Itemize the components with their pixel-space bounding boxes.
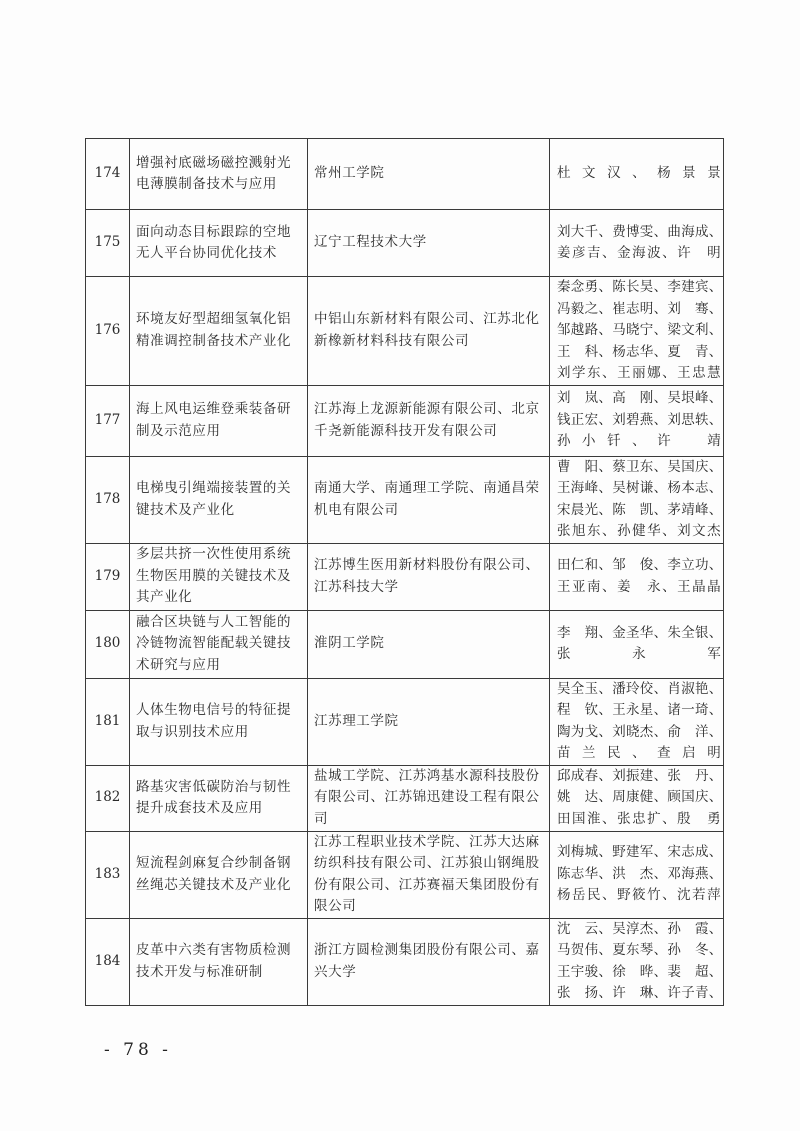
contributors-line: 王亚南、姜 永、王晶晶 bbox=[557, 578, 721, 595]
project-title-cell: 融合区块链与人工智能的冷链物流智能配载关键技术研究与应用 bbox=[130, 610, 308, 678]
contributors-line: 田国淮、张忠扩、殷 勇 bbox=[557, 810, 721, 827]
contributors-cell bbox=[550, 210, 724, 277]
contributors-line: 王宇骏、徐 晔、裴 超、 bbox=[557, 963, 723, 980]
contributors-cell bbox=[550, 678, 724, 765]
contributors-cell bbox=[550, 765, 724, 831]
organization-cell: 辽宁工程技术大学 bbox=[308, 210, 550, 277]
contributors-line: 孙小钎、许 靖 bbox=[557, 433, 721, 450]
awards-table-body bbox=[86, 139, 724, 1006]
project-title-cell: 多层共挤一次性使用系统生物医用膜的关键技术及其产业化 bbox=[130, 543, 308, 610]
contributors-line: 宋晨光、陈 凯、茅靖峰、 bbox=[557, 501, 723, 518]
table-row bbox=[86, 918, 724, 1005]
contributors-line: 钱正宏、刘碧燕、刘思轶、 bbox=[557, 411, 723, 428]
row-number-cell: 177 bbox=[86, 385, 130, 456]
project-title-cell: 海上风电运维登乘装备研制及示范应用 bbox=[130, 385, 308, 456]
page-number: - 78 - bbox=[104, 1040, 172, 1060]
project-title-cell: 人体生物电信号的特征提取与识别技术应用 bbox=[130, 678, 308, 765]
row-number-cell: 178 bbox=[86, 456, 130, 543]
contributors-line: 杨岳民、野筱竹、沈若萍 bbox=[557, 887, 721, 904]
table-row bbox=[86, 543, 724, 610]
row-number-cell: 181 bbox=[86, 678, 130, 765]
contributors-cell bbox=[550, 918, 724, 1005]
contributors-line: 邱成春、刘振建、张 丹、 bbox=[557, 767, 723, 784]
row-number-cell: 179 bbox=[86, 543, 130, 610]
contributors-line: 王海峰、吴树谦、杨本志、 bbox=[557, 480, 723, 496]
table-row bbox=[86, 831, 724, 918]
table-row bbox=[86, 610, 724, 678]
project-title-cell: 短流程剑麻复合纱制备钢丝绳芯关键技术及产业化 bbox=[130, 831, 308, 918]
contributors-line: 姜彦吉、金海波、许 明 bbox=[557, 245, 721, 261]
contributors-line: 陶为戈、刘晓杰、俞 洋、 bbox=[557, 723, 723, 740]
contributors-cell bbox=[550, 277, 724, 386]
contributors-line: 田仁和、邹 俊、李立功、 bbox=[557, 557, 723, 573]
contributors-line: 程 钦、王永星、诸一琦、 bbox=[557, 702, 723, 718]
row-number-cell: 184 bbox=[86, 918, 130, 1005]
contributors-line: 秦念勇、陈长昊、李建宾、 bbox=[557, 279, 723, 295]
organization-cell: 江苏海上龙源新能源有限公司、北京千尧新能源科技开发有限公司 bbox=[308, 385, 550, 456]
contributors-line: 李 翔、金圣华、朱全银、 bbox=[557, 624, 723, 641]
project-title-cell: 电梯曳引绳端接装置的关键技术及产业化 bbox=[130, 456, 308, 543]
contributors-cell bbox=[550, 385, 724, 456]
row-number-cell: 180 bbox=[86, 610, 130, 678]
contributors-cell bbox=[550, 139, 724, 210]
contributors-line: 沈 云、吴淳杰、孙 霞、 bbox=[557, 920, 723, 937]
contributors-line: 王 科、杨志华、夏 青、 bbox=[557, 343, 723, 360]
organization-cell: 浙江方圆检测集团股份有限公司、嘉兴大学 bbox=[308, 918, 550, 1005]
contributors-cell bbox=[550, 831, 724, 918]
organization-cell: 江苏工程职业技术学院、江苏大达麻纺织科技有限公司、江苏狼山钢绳股份有限公司、江苏赛福天集团股份有限公司 bbox=[308, 831, 550, 918]
contributors-line: 冯毅之、崔志明、刘 骞、 bbox=[557, 300, 723, 317]
contributors-line: 曹 阳、蔡卫东、吴国庆、 bbox=[557, 458, 723, 475]
table-row bbox=[86, 678, 724, 765]
row-number-cell: 176 bbox=[86, 277, 130, 386]
table-row bbox=[86, 385, 724, 456]
row-number-cell: 174 bbox=[86, 139, 130, 210]
row-number-cell: 182 bbox=[86, 765, 130, 831]
organization-cell: 南通大学、南通理工学院、南通昌荣机电有限公司 bbox=[308, 456, 550, 543]
contributors-line: 刘学东、王丽娜、王忠慧 bbox=[557, 365, 721, 381]
contributors-line: 陈志华、洪 杰、邓海燕、 bbox=[557, 865, 723, 882]
contributors-line: 张永军 bbox=[557, 646, 721, 662]
awards-table bbox=[85, 138, 724, 1006]
contributors-cell bbox=[550, 610, 724, 678]
project-title-cell: 皮革中六类有害物质检测技术开发与标准研制 bbox=[130, 918, 308, 1005]
contributors-line: 邹越路、马晓宁、梁文利、 bbox=[557, 322, 723, 338]
contributors-line: 张 扬、许 琳、许子青、 bbox=[557, 985, 723, 1001]
contributors-line: 刘梅城、野建军、宋志成、 bbox=[557, 844, 723, 861]
organization-cell: 江苏理工学院 bbox=[308, 678, 550, 765]
table-row bbox=[86, 139, 724, 210]
table-row bbox=[86, 277, 724, 386]
project-title-cell: 环境友好型超细氢氧化铝精准调控制备技术产业化 bbox=[130, 277, 308, 386]
organization-cell: 淮阴工学院 bbox=[308, 610, 550, 678]
project-title-cell: 路基灾害低碳防治与韧性提升成套技术及应用 bbox=[130, 765, 308, 831]
project-title-cell: 面向动态目标跟踪的空地无人平台协同优化技术 bbox=[130, 210, 308, 277]
contributors-line: 姚 达、周康健、顾国庆、 bbox=[557, 789, 723, 806]
organization-cell: 常州工学院 bbox=[308, 139, 550, 210]
contributors-line: 张旭东、孙健华、刘文杰 bbox=[557, 523, 721, 539]
row-number-cell: 183 bbox=[86, 831, 130, 918]
project-title-cell: 增强衬底磁场磁控溅射光电薄膜制备技术与应用 bbox=[130, 139, 308, 210]
contributors-line: 刘大千、费博雯、曲海成、 bbox=[557, 223, 723, 240]
contributors-cell bbox=[550, 456, 724, 543]
contributors-line: 苗兰民、查启明 bbox=[557, 745, 721, 761]
contributors-line: 吴全玉、潘玲佼、肖淑艳、 bbox=[557, 680, 723, 697]
contributors-line: 杜文汉、杨景景 bbox=[557, 165, 721, 182]
table-row bbox=[86, 765, 724, 831]
organization-cell: 中铝山东新材料有限公司、江苏北化新橡新材料科技有限公司 bbox=[308, 277, 550, 386]
table-row bbox=[86, 456, 724, 543]
organization-cell: 盐城工学院、江苏鸿基水源科技股份有限公司、江苏锦迅建设工程有限公司 bbox=[308, 765, 550, 831]
contributors-line: 刘 岚、高 刚、吴垠峰、 bbox=[557, 390, 723, 407]
organization-cell: 江苏博生医用新材料股份有限公司、江苏科技大学 bbox=[308, 543, 550, 610]
contributors-line: 马贺伟、夏东琴、孙 冬、 bbox=[557, 942, 723, 958]
row-number-cell: 175 bbox=[86, 210, 130, 277]
contributors-cell bbox=[550, 543, 724, 610]
table-row bbox=[86, 210, 724, 277]
